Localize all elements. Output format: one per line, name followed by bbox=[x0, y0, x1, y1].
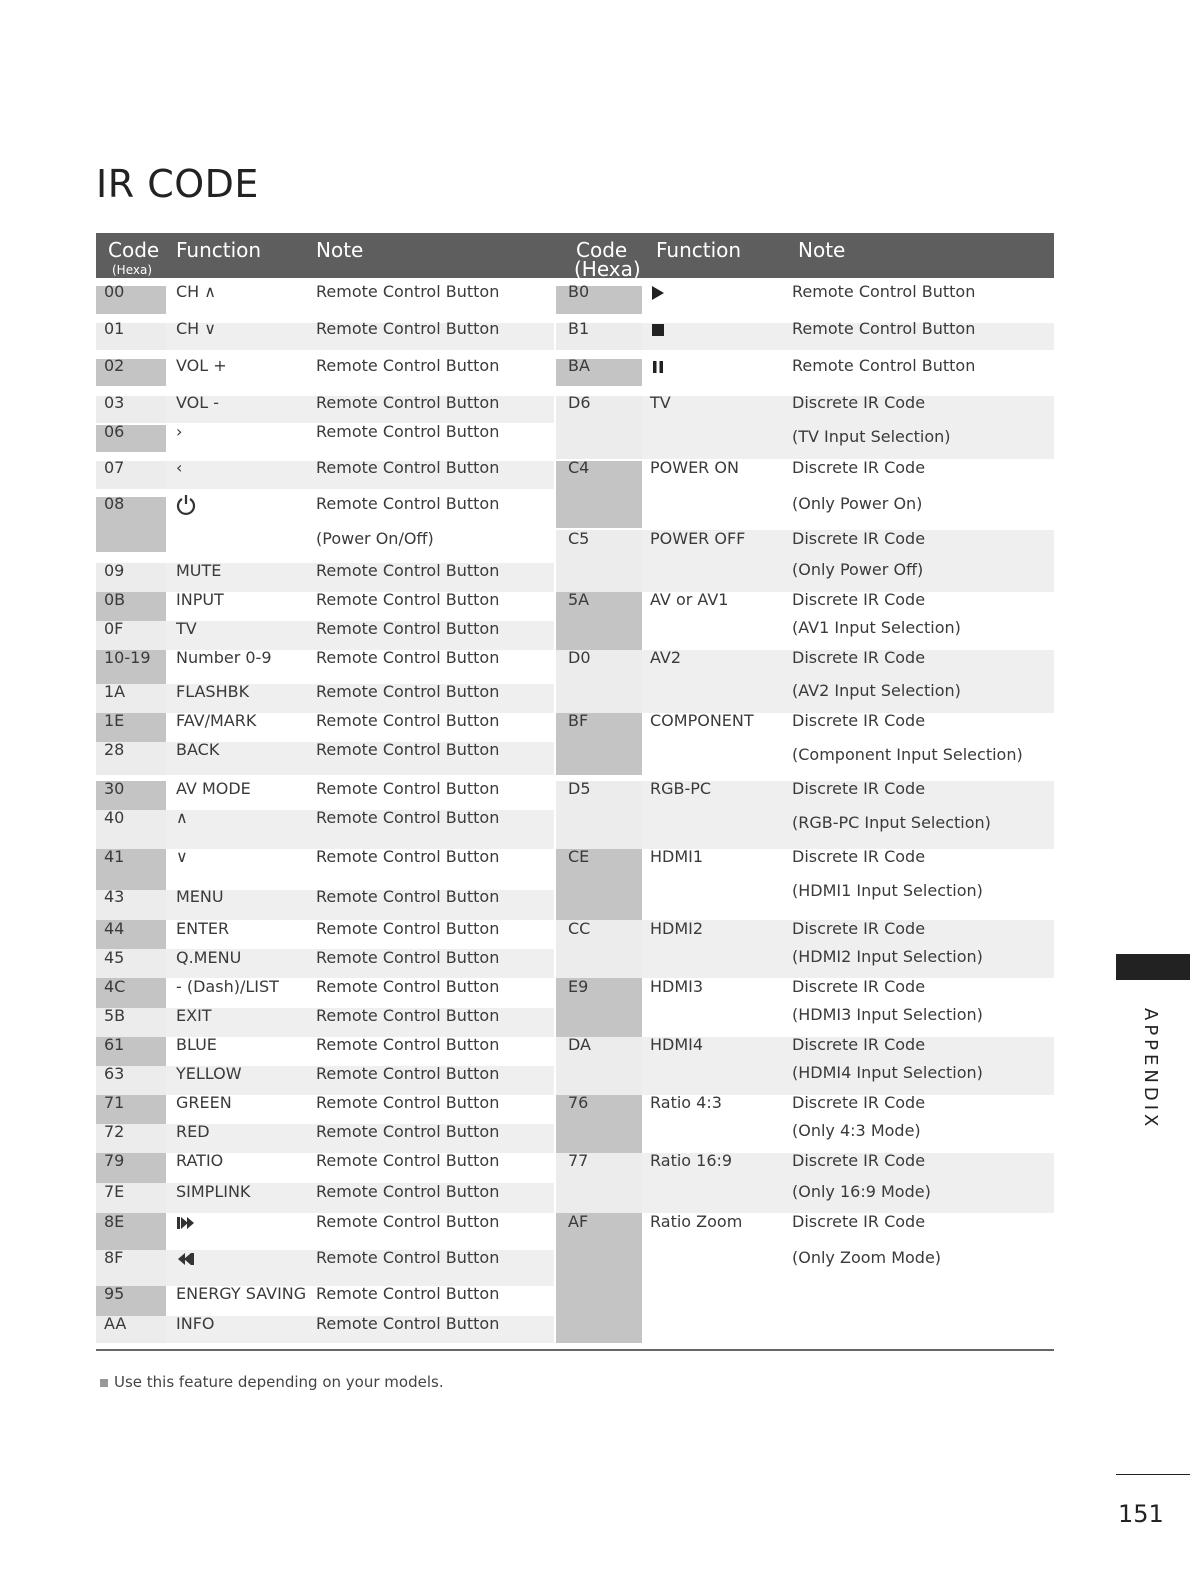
code-cell: 01 bbox=[104, 319, 125, 338]
code-cell: 63 bbox=[104, 1064, 125, 1083]
code-cell: 1A bbox=[104, 682, 126, 701]
function-cell: AV or AV1 bbox=[650, 590, 729, 609]
code-cell: B0 bbox=[568, 282, 590, 301]
function-cell: HDMI2 bbox=[650, 919, 704, 938]
function-cell: GREEN bbox=[176, 1093, 232, 1112]
code-cell: 8E bbox=[104, 1212, 125, 1231]
code-cell: 4C bbox=[104, 977, 126, 996]
note-cell: Discrete IR Code bbox=[792, 779, 926, 798]
code-cell: BF bbox=[568, 711, 589, 730]
note-cell: Remote Control Button bbox=[792, 319, 976, 338]
note-cell: Remote Control Button bbox=[792, 282, 976, 301]
note-cell: Remote Control Button bbox=[316, 948, 500, 967]
code-cell: CE bbox=[568, 847, 590, 866]
code-cell: 61 bbox=[104, 1035, 125, 1054]
function-cell: ∨ bbox=[176, 847, 188, 866]
note-cell: Remote Control Button bbox=[316, 648, 500, 667]
appendix-tab-label: APPENDIX bbox=[1140, 1008, 1161, 1131]
note-cell: (Only 4:3 Mode) bbox=[792, 1121, 921, 1140]
function-cell: FLASHBK bbox=[176, 682, 250, 701]
note-cell: Remote Control Button bbox=[316, 1284, 500, 1303]
code-cell: 44 bbox=[104, 919, 125, 938]
function-cell: HDMI4 bbox=[650, 1035, 704, 1054]
table-header-left bbox=[96, 233, 560, 278]
code-cell: 8F bbox=[104, 1248, 124, 1267]
code-cell: 76 bbox=[568, 1093, 589, 1112]
function-cell bbox=[176, 494, 196, 516]
note-cell: Remote Control Button bbox=[316, 494, 500, 513]
function-cell: POWER OFF bbox=[650, 529, 746, 548]
function-cell: ‹ bbox=[176, 458, 183, 477]
note-cell: (HDMI2 Input Selection) bbox=[792, 947, 983, 966]
function-cell: VOL - bbox=[176, 393, 220, 412]
table-header-right bbox=[560, 233, 1054, 281]
note-cell: Remote Control Button bbox=[316, 779, 500, 798]
code-cell: D5 bbox=[568, 779, 591, 798]
function-cell bbox=[176, 1248, 196, 1267]
note-cell: Remote Control Button bbox=[316, 887, 500, 906]
note-cell: Remote Control Button bbox=[316, 619, 500, 638]
note-cell: Discrete IR Code bbox=[792, 1093, 926, 1112]
note-cell: Remote Control Button bbox=[316, 808, 500, 827]
code-cell: 10-19 bbox=[104, 648, 151, 667]
code-cell: 95 bbox=[104, 1284, 125, 1303]
note-cell: Discrete IR Code bbox=[792, 648, 926, 667]
note-cell: Remote Control Button bbox=[316, 1006, 500, 1025]
code-cell: 00 bbox=[104, 282, 125, 301]
note-cell: (Only Power Off) bbox=[792, 560, 924, 579]
code-cell-bg bbox=[556, 1213, 642, 1343]
note-cell: Discrete IR Code bbox=[792, 529, 926, 548]
function-cell: Ratio Zoom bbox=[650, 1212, 743, 1231]
note-cell: (Power On/Off) bbox=[316, 529, 434, 548]
function-cell: ∧ bbox=[176, 808, 188, 827]
function-cell: Ratio 4:3 bbox=[650, 1093, 722, 1112]
code-cell: 06 bbox=[104, 422, 125, 441]
code-cell: 79 bbox=[104, 1151, 125, 1170]
code-cell: 43 bbox=[104, 887, 125, 906]
code-cell: 45 bbox=[104, 948, 125, 967]
function-cell: AV MODE bbox=[176, 779, 251, 798]
page-number: 151 bbox=[1118, 1500, 1164, 1528]
note-cell: Remote Control Button bbox=[316, 740, 500, 759]
code-cell: 30 bbox=[104, 779, 125, 798]
function-cell: MENU bbox=[176, 887, 224, 906]
note-cell: Remote Control Button bbox=[316, 847, 500, 866]
function-cell: COMPONENT bbox=[650, 711, 754, 730]
note-cell: (AV2 Input Selection) bbox=[792, 681, 961, 700]
function-cell: TV bbox=[650, 393, 671, 412]
code-cell: CC bbox=[568, 919, 591, 938]
code-cell: 71 bbox=[104, 1093, 125, 1112]
function-cell bbox=[650, 356, 666, 375]
code-cell: D6 bbox=[568, 393, 591, 412]
code-cell: 02 bbox=[104, 356, 125, 375]
fast-forward-icon bbox=[176, 1215, 196, 1231]
code-cell: C5 bbox=[568, 529, 590, 548]
note-cell: Remote Control Button bbox=[316, 561, 500, 580]
note-cell: Remote Control Button bbox=[316, 682, 500, 701]
header-hexa: (Hexa) bbox=[574, 257, 641, 281]
note-cell: Remote Control Button bbox=[316, 1212, 500, 1231]
code-cell: 0B bbox=[104, 590, 126, 609]
note-cell: Remote Control Button bbox=[316, 1064, 500, 1083]
note-cell: Discrete IR Code bbox=[792, 847, 926, 866]
function-cell: HDMI3 bbox=[650, 977, 704, 996]
code-cell: E9 bbox=[568, 977, 589, 996]
note-cell: Remote Control Button bbox=[316, 458, 500, 477]
stop-icon bbox=[650, 322, 666, 338]
function-cell bbox=[650, 319, 666, 338]
function-cell: AV2 bbox=[650, 648, 682, 667]
function-cell: ENTER bbox=[176, 919, 230, 938]
note-cell: Remote Control Button bbox=[316, 711, 500, 730]
function-cell: RGB-PC bbox=[650, 779, 712, 798]
header-function: Function bbox=[656, 238, 742, 262]
note-cell: Remote Control Button bbox=[316, 393, 500, 412]
code-cell: D0 bbox=[568, 648, 591, 667]
code-cell: 07 bbox=[104, 458, 125, 477]
code-cell: AA bbox=[104, 1314, 127, 1333]
function-cell: BLUE bbox=[176, 1035, 217, 1054]
function-cell: TV bbox=[176, 619, 197, 638]
note-cell: Discrete IR Code bbox=[792, 919, 926, 938]
note-cell: Remote Control Button bbox=[316, 919, 500, 938]
function-cell: HDMI1 bbox=[650, 847, 704, 866]
note-cell: Remote Control Button bbox=[316, 1122, 500, 1141]
code-cell: AF bbox=[568, 1212, 589, 1231]
header-code: Code bbox=[108, 238, 160, 262]
function-cell: INFO bbox=[176, 1314, 215, 1333]
function-cell bbox=[176, 1212, 196, 1231]
note-cell: Remote Control Button bbox=[316, 356, 500, 375]
note-cell: Discrete IR Code bbox=[792, 393, 926, 412]
code-cell: 7E bbox=[104, 1182, 125, 1201]
function-cell: Q.MENU bbox=[176, 948, 242, 967]
code-cell: B1 bbox=[568, 319, 590, 338]
code-cell: 03 bbox=[104, 393, 125, 412]
note-cell: (HDMI4 Input Selection) bbox=[792, 1063, 983, 1082]
code-cell: 5B bbox=[104, 1006, 126, 1025]
function-cell: RATIO bbox=[176, 1151, 224, 1170]
note-cell: Discrete IR Code bbox=[792, 590, 926, 609]
header-code: Code bbox=[576, 238, 628, 262]
function-cell: SIMPLINK bbox=[176, 1182, 251, 1201]
function-cell: MUTE bbox=[176, 561, 222, 580]
code-cell: C4 bbox=[568, 458, 590, 477]
page-title: IR CODE bbox=[96, 162, 259, 206]
note-cell: Remote Control Button bbox=[316, 1093, 500, 1112]
note-cell: (HDMI1 Input Selection) bbox=[792, 881, 983, 900]
code-cell: 77 bbox=[568, 1151, 589, 1170]
note-cell: (HDMI3 Input Selection) bbox=[792, 1005, 983, 1024]
note-cell: (RGB-PC Input Selection) bbox=[792, 813, 991, 832]
appendix-tab-marker bbox=[1116, 954, 1190, 980]
note-cell: Remote Control Button bbox=[316, 282, 500, 301]
note-cell: Discrete IR Code bbox=[792, 711, 926, 730]
function-cell: INPUT bbox=[176, 590, 224, 609]
note-cell: Remote Control Button bbox=[792, 356, 976, 375]
note-cell: Discrete IR Code bbox=[792, 458, 926, 477]
note-cell: (Only Power On) bbox=[792, 494, 923, 513]
code-cell: 1E bbox=[104, 711, 125, 730]
header-note: Note bbox=[798, 238, 846, 262]
footnote bbox=[100, 1373, 444, 1391]
footnote-text: Use this feature depending on your models. bbox=[114, 1373, 444, 1391]
code-cell: 5A bbox=[568, 590, 590, 609]
function-cell: BACK bbox=[176, 740, 220, 759]
note-cell: (Only 16:9 Mode) bbox=[792, 1182, 931, 1201]
note-cell: Discrete IR Code bbox=[792, 1035, 926, 1054]
note-cell: (TV Input Selection) bbox=[792, 427, 951, 446]
function-cell: YELLOW bbox=[176, 1064, 242, 1083]
function-cell: › bbox=[176, 422, 183, 441]
note-cell: Remote Control Button bbox=[316, 1248, 500, 1267]
function-cell: POWER ON bbox=[650, 458, 739, 477]
header-note: Note bbox=[316, 238, 364, 262]
function-cell: RED bbox=[176, 1122, 210, 1141]
code-cell: 72 bbox=[104, 1122, 125, 1141]
note-cell: Remote Control Button bbox=[316, 590, 500, 609]
note-cell: Remote Control Button bbox=[316, 977, 500, 996]
code-cell: DA bbox=[568, 1035, 591, 1054]
page-number-rule bbox=[1116, 1474, 1190, 1475]
note-cell: Discrete IR Code bbox=[792, 977, 926, 996]
note-cell: (Only Zoom Mode) bbox=[792, 1248, 942, 1267]
function-cell: Ratio 16:9 bbox=[650, 1151, 733, 1170]
power-icon bbox=[176, 494, 196, 516]
note-cell: Remote Control Button bbox=[316, 319, 500, 338]
table-bottom-rule bbox=[96, 1349, 1054, 1351]
rewind-icon bbox=[176, 1251, 196, 1267]
function-cell: CH ∨ bbox=[176, 319, 216, 338]
code-cell: 09 bbox=[104, 561, 125, 580]
header-function: Function bbox=[176, 238, 262, 262]
function-cell: - (Dash)/LIST bbox=[176, 977, 279, 996]
header-hexa: (Hexa) bbox=[112, 263, 153, 277]
note-cell: (Component Input Selection) bbox=[792, 745, 1023, 764]
code-cell: BA bbox=[568, 356, 590, 375]
function-cell: VOL + bbox=[176, 356, 227, 375]
code-cell: 08 bbox=[104, 494, 125, 513]
note-cell: Remote Control Button bbox=[316, 1182, 500, 1201]
note-cell: Discrete IR Code bbox=[792, 1151, 926, 1170]
pause-icon bbox=[650, 359, 666, 375]
note-cell: Remote Control Button bbox=[316, 422, 500, 441]
code-cell: 28 bbox=[104, 740, 125, 759]
function-cell: EXIT bbox=[176, 1006, 212, 1025]
function-cell: Number 0-9 bbox=[176, 648, 272, 667]
play-icon bbox=[650, 285, 666, 301]
code-cell: 0F bbox=[104, 619, 124, 638]
code-cell: 40 bbox=[104, 808, 125, 827]
note-cell: Remote Control Button bbox=[316, 1035, 500, 1054]
function-cell: ENERGY SAVING bbox=[176, 1284, 307, 1303]
function-cell: CH ∧ bbox=[176, 282, 216, 301]
note-square-icon bbox=[100, 1379, 108, 1387]
note-cell: Remote Control Button bbox=[316, 1151, 500, 1170]
function-cell bbox=[650, 282, 666, 301]
note-cell: Remote Control Button bbox=[316, 1314, 500, 1333]
note-cell: Discrete IR Code bbox=[792, 1212, 926, 1231]
note-cell: (AV1 Input Selection) bbox=[792, 618, 961, 637]
function-cell: FAV/MARK bbox=[176, 711, 257, 730]
code-cell: 41 bbox=[104, 847, 125, 866]
